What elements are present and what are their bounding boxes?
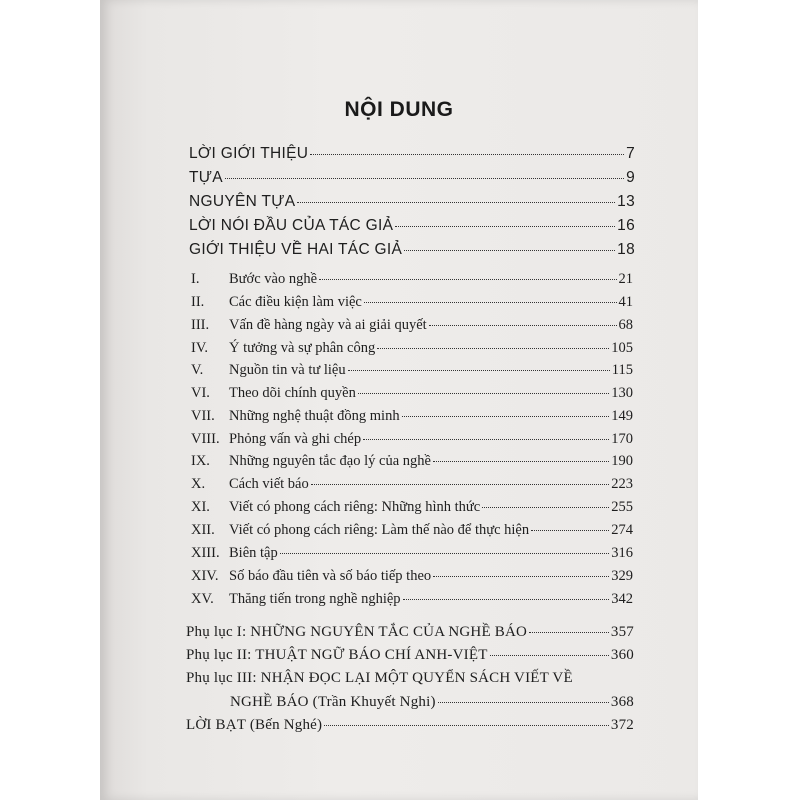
chapter-label: Thăng tiến trong nghề nghiệp: [229, 591, 401, 607]
appendix-page: 360: [610, 647, 634, 663]
chapter-number: VIII.: [191, 431, 220, 447]
appendix-page: 357: [610, 624, 634, 640]
toc-entry: [189, 169, 635, 187]
appendix-page: 372: [610, 717, 634, 733]
chapter-number: XIII.: [191, 545, 220, 561]
dot-leader: [438, 702, 609, 703]
dot-leader: [311, 484, 610, 485]
dot-leader: [377, 348, 609, 349]
dot-leader: [433, 576, 609, 577]
toc-entry-page: 16: [617, 217, 635, 234]
appendix-entry: [186, 624, 634, 641]
toc-entry-label: TỰA: [189, 169, 223, 186]
chapter-entry: [191, 431, 633, 448]
chapter-label: Phỏng vấn và ghi chép: [229, 431, 362, 447]
toc-entry: [189, 241, 635, 259]
chapter-number: V.: [191, 362, 204, 378]
chapter-label: Số báo đầu tiên và số báo tiếp theo: [229, 568, 432, 584]
dot-leader: [403, 599, 610, 600]
chapter-page: 329: [611, 568, 633, 584]
chapter-page: 170: [611, 431, 633, 447]
dot-leader: [319, 279, 616, 280]
chapter-entry: [191, 271, 633, 288]
toc-entry: [189, 145, 635, 163]
dot-leader: [433, 461, 609, 462]
chapter-label: Những nguyên tắc đạo lý của nghề: [229, 453, 431, 469]
appendix-label: Phụ lục I: NHỮNG NGUYÊN TẮC CỦA NGHỀ BÁO: [186, 624, 528, 640]
toc-entry-label: LỜI GIỚI THIỆU: [189, 145, 309, 162]
dot-leader: [490, 655, 609, 656]
chapter-number: XI.: [191, 499, 210, 515]
chapter-label: Viết có phong cách riêng: Những hình thức: [229, 499, 481, 515]
appendix-page: 368: [610, 694, 634, 710]
toc-entry-page: 7: [626, 145, 635, 162]
chapter-entry: [191, 453, 633, 470]
chapter-label: Bước vào nghề: [229, 271, 318, 287]
dot-leader: [297, 202, 615, 203]
chapter-entry: [191, 294, 633, 311]
toc-entry-label: GIỚI THIỆU VỀ HAI TÁC GIẢ: [189, 241, 403, 258]
chapter-label: Vấn đề hàng ngày và ai giải quyết: [229, 317, 427, 333]
chapter-number: X.: [191, 476, 206, 492]
dot-leader: [363, 439, 609, 440]
chapter-entry: [191, 362, 633, 379]
chapter-page: 130: [611, 385, 633, 401]
toc-entry: [189, 217, 635, 235]
chapter-page: 190: [611, 453, 633, 469]
chapter-number: IX.: [191, 453, 210, 469]
dot-leader: [429, 325, 617, 326]
chapter-page: 41: [618, 294, 633, 310]
chapter-number: XII.: [191, 522, 215, 538]
chapter-entry: [191, 408, 633, 425]
chapter-number: VI.: [191, 385, 210, 401]
chapter-entry: [191, 476, 633, 493]
appendix-continuation-label: NGHỀ BÁO (Trần Khuyết Nghi): [230, 694, 436, 710]
toc-entry-page: 13: [617, 193, 635, 210]
chapter-entry: [191, 340, 633, 357]
chapter-number: VII.: [191, 408, 215, 424]
appendix-continuation: [230, 694, 634, 711]
chapter-label: Ý tưởng và sự phân công: [229, 340, 376, 356]
chapter-entry: [191, 522, 633, 539]
dot-leader: [324, 725, 609, 726]
chapter-label: Theo dõi chính quyền: [229, 385, 356, 401]
dot-leader: [348, 370, 610, 371]
chapter-page: 105: [611, 340, 633, 356]
dot-leader: [395, 226, 615, 227]
dot-leader: [358, 393, 609, 394]
chapter-entry: [191, 568, 633, 585]
chapter-label: Các điều kiện làm việc: [229, 294, 362, 310]
dot-leader: [364, 302, 617, 303]
chapter-page: 342: [611, 591, 633, 607]
chapter-label: Nguồn tin và tư liệu: [229, 362, 346, 378]
dot-leader: [482, 507, 609, 508]
chapter-entry: [191, 317, 633, 334]
dot-leader: [404, 250, 615, 251]
toc-entry-label: LỜI NÓI ĐẦU CỦA TÁC GIẢ: [189, 217, 394, 234]
appendix-label: LỜI BẠT (Bến Nghé): [186, 717, 323, 733]
chapter-page: 21: [618, 271, 633, 287]
chapter-entry: [191, 385, 633, 402]
dot-leader: [531, 530, 609, 531]
chapter-entry: [191, 591, 633, 608]
chapter-entry: [191, 545, 633, 562]
toc-title: NỘI DUNG: [344, 98, 454, 121]
chapter-page: 115: [611, 362, 633, 378]
appendix-entry: [186, 717, 634, 734]
toc-entry: [189, 193, 635, 211]
dot-leader: [310, 154, 624, 155]
dot-leader: [529, 632, 609, 633]
chapter-page: 223: [611, 476, 633, 492]
chapter-label: Biên tập: [229, 545, 278, 561]
chapter-number: II.: [191, 294, 205, 310]
chapter-number: I.: [191, 271, 200, 287]
dot-leader: [225, 178, 624, 179]
chapter-number: III.: [191, 317, 210, 333]
chapter-number: XIV.: [191, 568, 219, 584]
toc-entry-page: 18: [617, 241, 635, 258]
chapter-entry: [191, 499, 633, 516]
chapter-page: 149: [611, 408, 633, 424]
toc-entry-label: NGUYÊN TỰA: [189, 193, 296, 210]
appendix-entry: [186, 647, 634, 664]
appendix-label: Phụ lục II: THUẬT NGỮ BÁO CHÍ ANH-VIỆT: [186, 647, 488, 663]
chapter-number: IV.: [191, 340, 209, 356]
dot-leader: [280, 553, 610, 554]
chapter-label: Cách viết báo: [229, 476, 309, 492]
appendix-label: Phụ lục III: NHẬN ĐỌC LẠI MỘT QUYỂN SÁCH VIẾT VỀ: [186, 670, 573, 686]
chapter-label: Những nghệ thuật đồng minh: [229, 408, 400, 424]
chapter-page: 255: [611, 499, 633, 515]
appendix-entry: [186, 670, 634, 687]
dot-leader: [402, 416, 610, 417]
chapter-number: XV.: [191, 591, 214, 607]
toc-entry-page: 9: [626, 169, 635, 186]
chapter-page: 274: [611, 522, 633, 538]
chapter-page: 316: [611, 545, 633, 561]
chapter-page: 68: [618, 317, 633, 333]
chapter-label: Viết có phong cách riêng: Làm thế nào để thực hiện: [229, 522, 530, 538]
